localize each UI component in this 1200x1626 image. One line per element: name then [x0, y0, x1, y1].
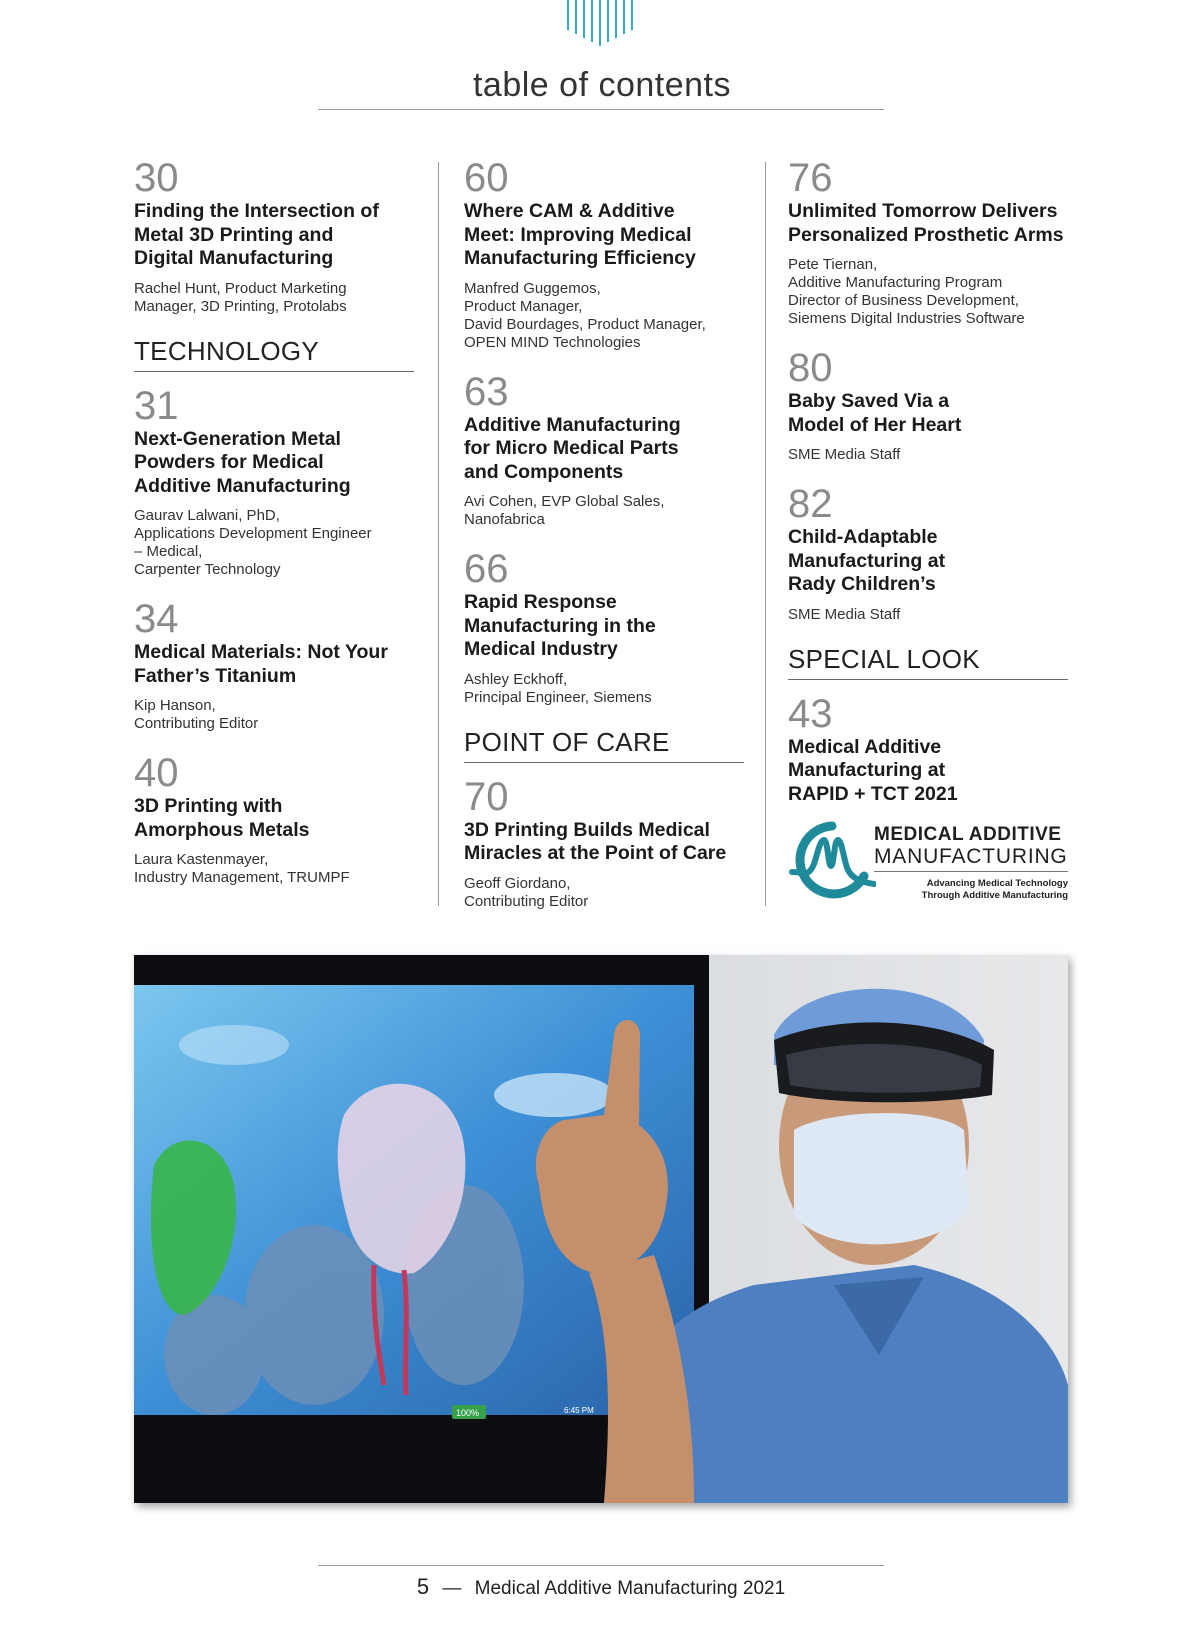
logo-title-line2: MANUFACTURING — [874, 845, 1068, 868]
toc-column-2 — [464, 158, 744, 931]
header-stripes-icon — [560, 0, 640, 48]
article-title: Finding the Intersection of Metal 3D Printing and Digital Manufacturing — [134, 200, 379, 269]
screen-battery-text: 100% — [456, 1408, 480, 1418]
page-number: 5 — [416, 1574, 430, 1599]
toc-entry[interactable] — [788, 158, 1068, 328]
column-divider — [765, 162, 766, 906]
logo-title-line1: MEDICAL ADDITIVE — [874, 824, 1062, 845]
logo-divider — [874, 871, 1068, 872]
article-author: Pete Tiernan, Additive Manufacturing Program Director of Business Development, Siemens Digital Industries Software — [788, 256, 1025, 327]
toc-entry[interactable] — [788, 348, 1068, 464]
article-title: Child-Adaptable Manufacturing at Rady Children’s — [788, 526, 946, 595]
section-heading: POINT OF CARE — [464, 727, 744, 763]
surgical-mask — [794, 1113, 969, 1244]
page-number-label: 43 — [788, 691, 833, 736]
footer-divider — [318, 1565, 884, 1566]
feature-photo — [134, 955, 1068, 1503]
page-footer — [318, 1574, 884, 1600]
toc-entry[interactable] — [788, 691, 1068, 807]
page-number-label: 76 — [788, 156, 833, 200]
article-author: Kip Hanson, Contributing Editor — [134, 697, 259, 732]
page-number-label: 40 — [134, 751, 179, 795]
screen-time-text: 6:45 PM — [564, 1406, 594, 1415]
toc-entry[interactable] — [134, 158, 414, 316]
toc-entry[interactable] — [788, 484, 1068, 624]
article-title: Medical Materials: Not Your Father’s Titanium — [134, 641, 388, 687]
mam-logo-icon — [786, 818, 876, 908]
article-title: Additive Manufacturing for Micro Medical Parts and Components — [464, 413, 681, 483]
article-author: Laura Kastenmayer, Industry Management, TRUMPF — [134, 851, 350, 886]
article-title: 3D Printing Builds Medical Miracles at the Point of Care — [464, 818, 727, 864]
page-number-label: 60 — [464, 156, 509, 200]
article-author: Gaurav Lalwani, PhD, Applications Development Engineer – Medical, Carpenter Technology — [134, 507, 372, 578]
article-title: Rapid Response Manufacturing in the Medical Industry — [464, 591, 656, 660]
article-author: Rachel Hunt, Product Marketing Manager, 3D Printing, Protolabs — [134, 279, 347, 315]
article-title: Where CAM & Additive Meet: Improving Medical Manufacturing Efficiency — [464, 200, 696, 269]
logo-tagline-line1: Advancing Medical Technology — [926, 878, 1068, 889]
page-number-label: 66 — [464, 547, 509, 591]
surgeon-hologram-illustration — [134, 955, 1068, 1503]
section-heading: TECHNOLOGY — [134, 336, 414, 372]
toc-entry[interactable] — [464, 774, 744, 911]
column-divider — [438, 162, 439, 906]
mam-logo — [786, 818, 1072, 908]
article-title: Next-Generation Metal Powders for Medical Additive Manufacturing — [134, 427, 351, 497]
article-author: Manfred Guggemos, Product Manager, David Bourdages, Product Manager, OPEN MIND Technologies — [464, 279, 706, 351]
article-title: Baby Saved Via a Model of Her Heart — [788, 390, 962, 436]
article-author: Geoff Giordano, Contributing Editor — [464, 874, 589, 910]
toc-entry[interactable] — [134, 753, 414, 887]
page-number-label: 80 — [788, 346, 833, 390]
footer-separator: — — [442, 1578, 462, 1599]
article-author: Avi Cohen, EVP Global Sales, Nanofabrica — [464, 493, 665, 528]
page-title: table of contents — [472, 66, 731, 104]
title-divider — [318, 109, 884, 110]
article-author: SME Media Staff — [788, 446, 901, 463]
page-number-label: 63 — [464, 369, 509, 414]
page-number-label: 34 — [134, 597, 179, 641]
logo-tagline-line2: Through Additive Manufacturing — [921, 890, 1068, 901]
page-number-label: 31 — [134, 383, 179, 428]
toc-column-3 — [788, 158, 1068, 826]
article-author: SME Media Staff — [788, 605, 901, 623]
toc-column-1 — [134, 158, 414, 907]
toc-entry[interactable] — [464, 158, 744, 352]
article-title: Medical Additive Manufacturing at RAPID + TCT 2021 — [788, 735, 958, 805]
toc-entry[interactable] — [134, 599, 414, 733]
toc-entry[interactable] — [464, 549, 744, 707]
section-heading: SPECIAL LOOK — [788, 644, 1068, 680]
toc-entry[interactable] — [464, 369, 744, 530]
page-number-label: 82 — [788, 482, 833, 526]
page-number-label: 70 — [464, 774, 509, 819]
article-title: Unlimited Tomorrow Delivers Personalized Prosthetic Arms — [788, 200, 1064, 246]
publication-name: Medical Additive Manufacturing 2021 — [474, 1578, 786, 1599]
article-title: 3D Printing with Amorphous Metals — [134, 795, 310, 841]
article-author: Ashley Eckhoff, Principal Engineer, Siemens — [464, 670, 652, 706]
page-number-label: 30 — [134, 156, 179, 200]
toc-entry[interactable] — [134, 383, 414, 580]
